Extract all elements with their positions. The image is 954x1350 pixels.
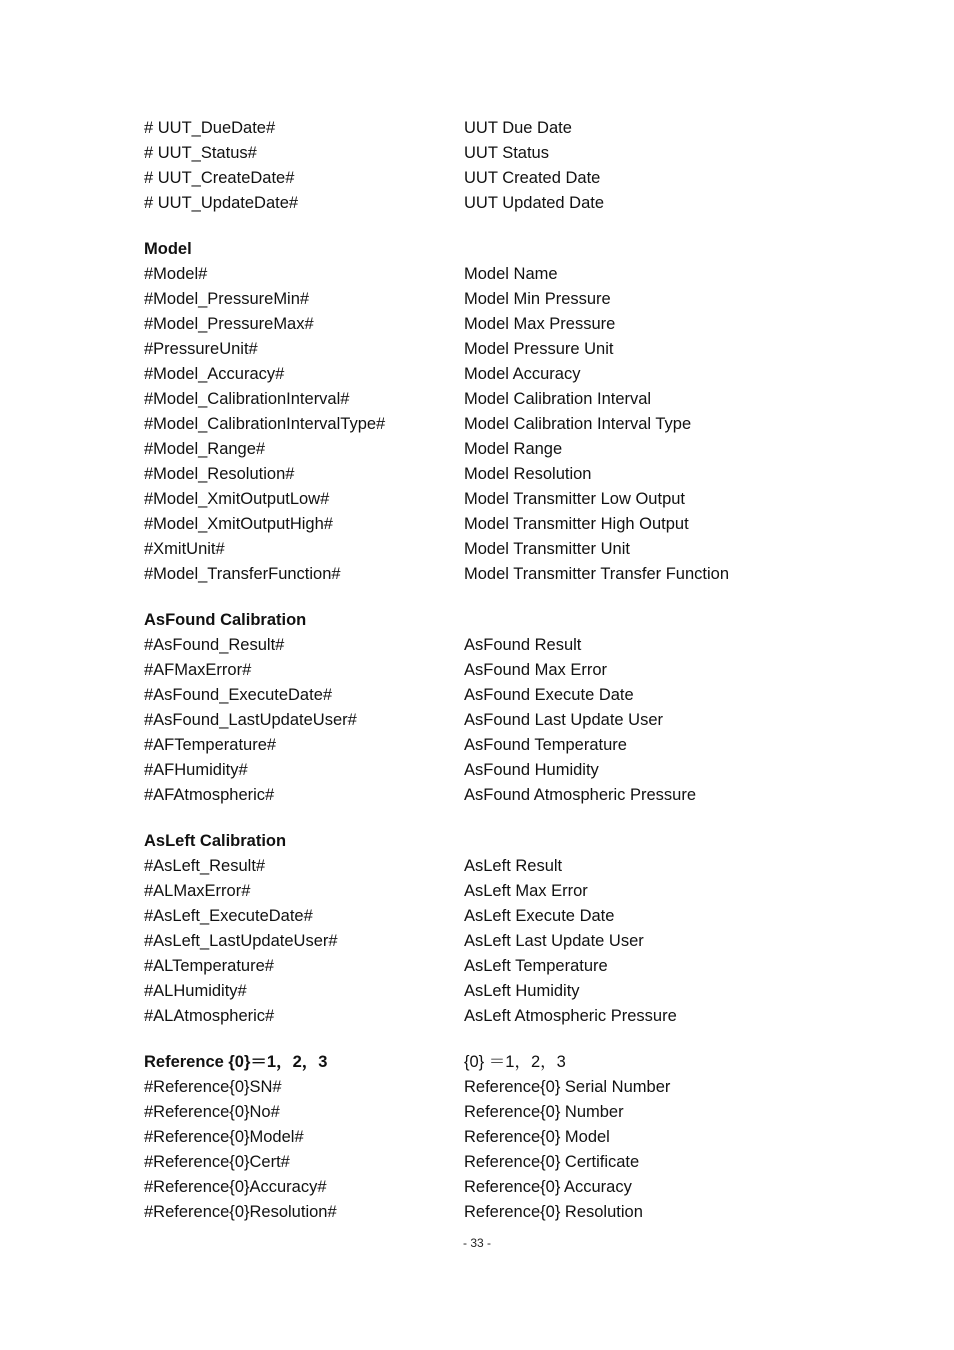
section-heading [144,237,824,262]
table-row [144,312,824,337]
placeholder-key: #Reference{0}No# [144,1103,280,1121]
placeholder-description: AsFound Atmospheric Pressure [464,786,697,804]
placeholder-description: AsLeft Max Error [464,882,588,900]
table-row [144,1200,824,1225]
placeholder-description: Model Range [464,440,563,458]
table-row [144,116,824,141]
table-row [144,783,824,808]
table-row [144,758,824,783]
placeholder-key: #AsLeft_ExecuteDate# [144,907,313,925]
section-heading-label: AsFound Calibration [144,611,307,629]
section-reference [144,1050,824,1225]
placeholder-key: #Model_XmitOutputHigh# [144,515,333,533]
placeholder-description: AsLeft Execute Date [464,907,615,925]
placeholder-description: Reference{0} Number [464,1103,624,1121]
placeholder-description: Reference{0} Serial Number [464,1078,671,1096]
section-heading [144,608,824,633]
placeholder-key: #Model_CalibrationIntervalType# [144,415,386,433]
table-row [144,1004,824,1029]
section-uut [144,116,824,216]
placeholder-key: # UUT_UpdateDate# [144,194,299,212]
section-gap [144,808,824,829]
placeholder-description: UUT Due Date [464,119,572,137]
table-row [144,562,824,587]
table-row [144,437,824,462]
placeholder-description: Model Calibration Interval Type [464,415,692,433]
placeholder-description: Reference{0} Certificate [464,1153,640,1171]
table-row [144,854,824,879]
placeholder-description: Model Transmitter High Output [464,515,689,533]
placeholder-description: Model Transmitter Transfer Function [464,565,730,583]
placeholder-key: #Model_CalibrationInterval# [144,390,350,408]
placeholder-key: #Reference{0}SN# [144,1078,282,1096]
placeholder-description: AsFound Max Error [464,661,608,679]
table-row [144,1150,824,1175]
placeholder-key: #AFMaxError# [144,661,252,679]
section-heading-label: Reference {0}＝1，2，3 [144,1053,328,1071]
placeholder-key: #AFTemperature# [144,736,277,754]
placeholder-key: #Reference{0}Resolution# [144,1203,337,1221]
placeholder-description: Reference{0} Model [464,1128,610,1146]
table-row [144,337,824,362]
section-asfound-calibration [144,608,824,808]
placeholder-key: #ALAtmospheric# [144,1007,275,1025]
placeholder-table [144,116,824,1225]
section-gap [144,216,824,237]
table-row [144,262,824,287]
placeholder-description: AsFound Last Update User [464,711,664,729]
section-heading-description [464,829,824,854]
placeholder-description: AsLeft Result [464,857,563,875]
table-row [144,683,824,708]
placeholder-key: #AsFound_ExecuteDate# [144,686,333,704]
placeholder-key: #Model_XmitOutputLow# [144,490,330,508]
table-row [144,1125,824,1150]
placeholder-key: #AsFound_Result# [144,636,285,654]
table-row [144,141,824,166]
table-row [144,412,824,437]
table-row [144,633,824,658]
section-gap [144,587,824,608]
placeholder-key: # UUT_DueDate# [144,119,276,137]
placeholder-key: #Model_Accuracy# [144,365,285,383]
placeholder-description: Model Transmitter Low Output [464,490,686,508]
placeholder-description: AsLeft Atmospheric Pressure [464,1007,677,1025]
placeholder-key: #Model_TransferFunction# [144,565,341,583]
table-row [144,387,824,412]
placeholder-description: Model Max Pressure [464,315,616,333]
placeholder-key: #Model_PressureMin# [144,290,310,308]
placeholder-key: #AsLeft_Result# [144,857,266,875]
placeholder-description: AsFound Execute Date [464,686,634,704]
placeholder-description: AsLeft Temperature [464,957,608,975]
placeholder-key: #Model# [144,265,208,283]
placeholder-key: #ALMaxError# [144,882,251,900]
section-asleft-calibration [144,829,824,1029]
placeholder-key: #ALHumidity# [144,982,247,1000]
placeholder-key: #AFHumidity# [144,761,248,779]
table-row [144,733,824,758]
table-row [144,191,824,216]
placeholder-key: #Model_Range# [144,440,266,458]
section-heading-label: Model [144,240,192,258]
table-row [144,658,824,683]
table-row [144,1175,824,1200]
placeholder-description: AsLeft Humidity [464,982,580,1000]
placeholder-key: #Reference{0}Cert# [144,1153,290,1171]
placeholder-description: Reference{0} Accuracy [464,1178,632,1196]
placeholder-key: #AsFound_LastUpdateUser# [144,711,357,729]
placeholder-description: AsFound Result [464,636,582,654]
placeholder-description: Reference{0} Resolution [464,1203,643,1221]
placeholder-description: Model Accuracy [464,365,581,383]
placeholder-key: #ALTemperature# [144,957,274,975]
placeholder-description: Model Calibration Interval [464,390,652,408]
table-row [144,512,824,537]
section-heading-description: {0} ＝1，2，3 [464,1053,566,1071]
placeholder-key: #Reference{0}Model# [144,1128,304,1146]
section-heading-label: AsLeft Calibration [144,832,287,850]
table-row [144,537,824,562]
placeholder-description: UUT Updated Date [464,194,605,212]
placeholder-key: #PressureUnit# [144,340,258,358]
table-row [144,929,824,954]
table-row [144,287,824,312]
placeholder-description: Model Resolution [464,465,592,483]
placeholder-description: Model Transmitter Unit [464,540,630,558]
table-row [144,362,824,387]
section-heading-description [464,237,824,262]
placeholder-key: #XmitUnit# [144,540,225,558]
table-row [144,708,824,733]
table-row [144,979,824,1004]
table-row [144,879,824,904]
placeholder-description: AsFound Humidity [464,761,599,779]
page-number: - 33 - [462,1236,491,1250]
section-heading [144,1050,824,1075]
placeholder-description: UUT Status [464,144,549,162]
table-row [144,904,824,929]
section-model [144,237,824,587]
placeholder-key: #AFAtmospheric# [144,786,275,804]
section-heading-description [464,608,824,633]
table-row [144,1100,824,1125]
placeholder-description: Model Name [464,265,558,283]
placeholder-description: AsFound Temperature [464,736,627,754]
placeholder-description: Model Min Pressure [464,290,611,308]
placeholder-key: #Model_Resolution# [144,465,295,483]
placeholder-key: # UUT_Status# [144,144,257,162]
placeholder-key: # UUT_CreateDate# [144,169,295,187]
section-gap [144,1029,824,1050]
table-row [144,462,824,487]
placeholder-key: #AsLeft_LastUpdateUser# [144,932,338,950]
section-heading [144,829,824,854]
placeholder-description: UUT Created Date [464,169,601,187]
placeholder-description: AsLeft Last Update User [464,932,644,950]
table-row [144,1075,824,1100]
table-row [144,487,824,512]
table-row [144,166,824,191]
table-row [144,954,824,979]
placeholder-description: Model Pressure Unit [464,340,614,358]
placeholder-key: #Reference{0}Accuracy# [144,1178,327,1196]
placeholder-key: #Model_PressureMax# [144,315,314,333]
